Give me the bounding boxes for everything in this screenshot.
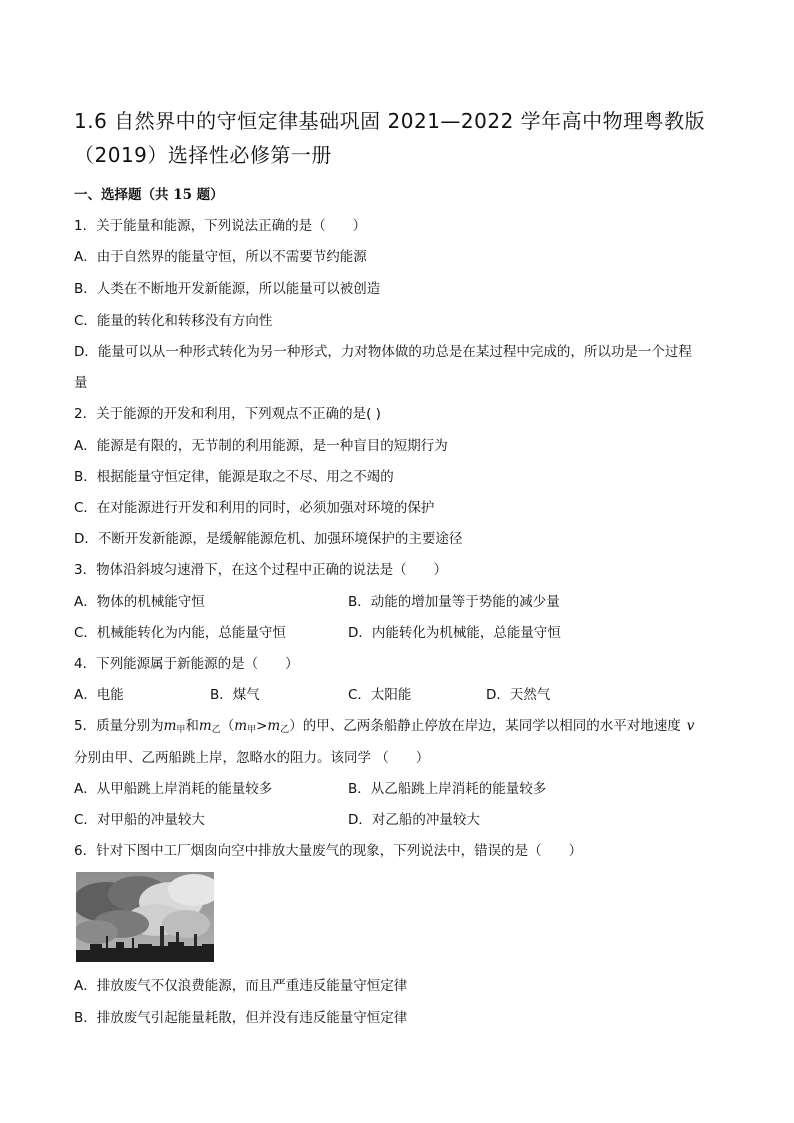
q5-sub-yi: 乙 [211,725,221,735]
q6-option-b: B．排放废气引起能量耗散，但并没有违反能量守恒定律 [74,1010,408,1026]
q5-stem-prefix: 5．质量分别为 [74,718,164,734]
q5-m-jia: m [163,718,177,734]
q2-option-d: D．不断开发新能源，是缓解能源危机、加强环境保护的主要途径 [74,531,463,547]
q3-stem: 3．物体沿斜坡匀速滑下，在这个过程中正确的说法是（ ） [74,562,448,578]
q5-m-yi-2: m [267,718,281,734]
q4-option-a: A．电能 [74,687,124,703]
q5-sub-jia-2: 甲 [247,725,257,735]
factory-smoke-photo [76,872,214,962]
q5-sub-jia: 甲 [176,725,186,735]
title-line-1: 1.6 自然界中的守恒定律基础巩固 2021—2022 学年高中物理粤教版 [74,109,706,133]
q3-option-c: C．机械能转化为内能，总能量守恒 [74,625,286,641]
q1-option-d-cont: 量 [74,375,88,391]
q5-option-b: B．从乙船跳上岸消耗的能量较多 [348,781,547,797]
q4-stem: 4．下列能源属于新能源的是（ ） [74,656,299,672]
q1-option-b: B．人类在不断地开发新能源，所以能量可以被创造 [74,281,381,297]
q4-option-b: B．煤气 [210,687,260,703]
q2-stem: 2．关于能源的开发和利用，下列观点不正确的是( ) [74,406,381,422]
q6-option-a: A．排放废气不仅浪费能源，而且严重违反能量守恒定律 [74,978,408,994]
q5-stem [74,716,694,740]
q4-option-c: C．太阳能 [348,687,412,703]
q5-option-c: C．对甲船的冲量较大 [74,812,205,828]
q6-stem: 6．针对下图中工厂烟囱向空中排放大量废气的现象，下列说法中，错误的是（ ） [74,843,583,859]
q5-m-jia-2: m [234,718,248,734]
q5-sub-yi-2: 乙 [280,725,290,735]
q3-option-d: D．内能转化为机械能，总能量守恒 [348,625,561,641]
q1-option-d: D．能量可以从一种形式转化为另一种形式，力对物体做的功总是在某过程中完成的，所以功是一个过程 [74,344,692,360]
q3-option-a: A．物体的机械能守恒 [74,594,205,610]
q3-option-b: B．动能的增加量等于势能的减少量 [348,594,560,610]
q2-option-b: B．根据能量守恒定律，能源是取之不尽、用之不竭的 [74,469,394,485]
q2-option-a: A．能源是有限的，无节制的利用能源，是一种盲目的短期行为 [74,438,448,454]
q4-option-d: D．天然气 [486,687,551,703]
q5-he: 和 [185,718,199,734]
q1-option-a: A．由于自然界的能量守恒，所以不需要节约能源 [74,249,367,265]
q2-option-c: C．在对能源进行开发和利用的同时，必须加强对环境的保护 [74,500,435,516]
q5-v: v [686,718,695,734]
q1-option-c: C．能量的转化和转移没有方向性 [74,313,273,329]
q5-open-paren: （ [220,718,235,734]
q5-stem-suffix: ）的甲、乙两条船静止停放在岸边，某同学以相同的水平对地速度 [289,718,681,734]
q5-m-yi: m [198,718,212,734]
q5-stem-line-2: 分别由甲、乙两船跳上岸，忽略水的阻力。该同学 （ ） [74,750,430,766]
q5-gt: > [256,718,268,734]
q5-option-d: D．对乙船的冲量较大 [348,812,480,828]
q5-option-a: A．从甲船跳上岸消耗的能量较多 [74,781,273,797]
section-heading: 一、选择题（共 15 题） [74,187,224,203]
title-line-2: （2019）选择性必修第一册 [74,143,332,167]
q1-stem: 1．关于能量和能源，下列说法正确的是（ ） [74,218,367,234]
